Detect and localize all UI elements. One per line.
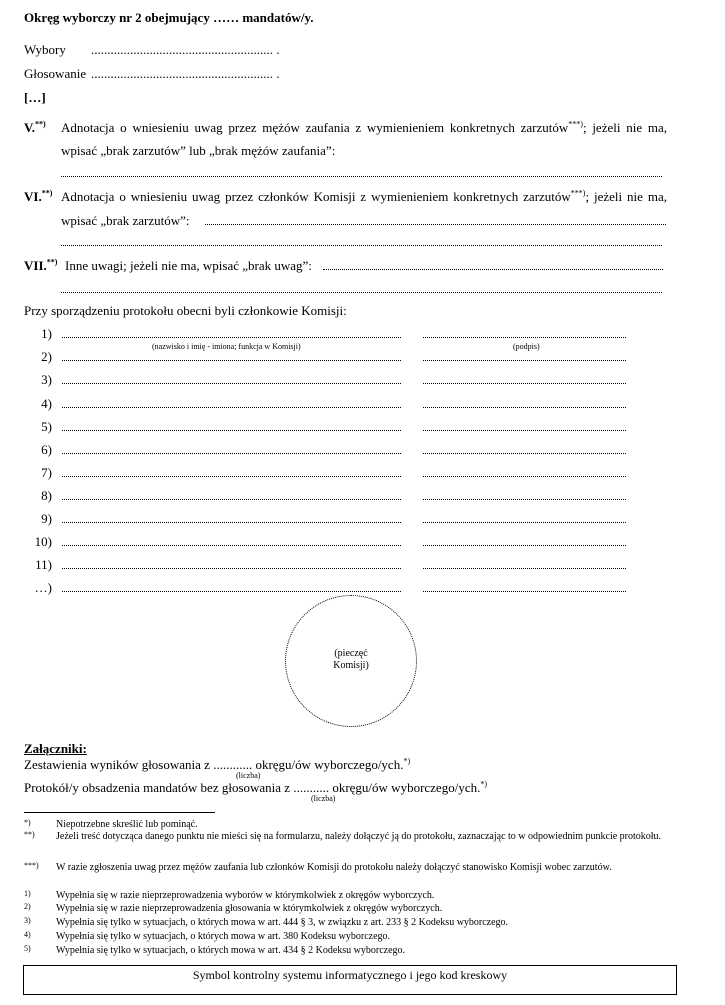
member-name-field[interactable] [62,430,401,431]
footnote-text: Wypełnia się w razie nieprzeprowadzenia wyborów w którymkolwiek z okręgów wyborczych. [56,890,435,901]
stamp-label-line2: Komisji) [333,660,369,671]
member-signature-field[interactable] [423,568,626,569]
attachment-line-1: Zestawienia wyników głosowania z ............ okręgu/ów wyborczego/ych.*) [24,756,411,772]
footnote-marker: 1) [24,889,31,898]
commission-stamp-circle [285,595,417,727]
member-name-field[interactable] [62,522,401,523]
member-signature-field[interactable] [423,476,626,477]
member-signature-field[interactable] [423,522,626,523]
omission-marker: […] [24,90,46,105]
footnote-separator [24,812,215,813]
section-v-entry-line[interactable] [61,176,662,177]
section-v-text-line2: wpisać „brak zarzutów” lub „brak mężów zaufania”: [61,143,336,158]
sign-caption: (podpis) [513,342,540,351]
footnote-text: Niepotrzebne skreślić lub pominąć. [56,819,198,830]
section-vi-entry-line-1[interactable] [205,224,666,225]
glosowanie-field[interactable]: ........................................................ . [91,66,280,81]
member-name-field[interactable] [62,337,401,338]
footnote-marker: 4) [24,930,31,939]
page-title: Okręg wyborczy nr 2 obejmujący …… mandatów/y. [24,10,314,25]
member-name-field[interactable] [62,591,401,592]
section-vi-numeral: VI.**) [24,188,53,204]
member-name-field[interactable] [62,545,401,546]
member-number: 7) [41,465,52,480]
member-name-field[interactable] [62,568,401,569]
footnote-text: Wypełnia się w razie nieprzeprowadzenia głosowania w którymkolwiek z okręgów wyborczych. [56,903,443,914]
member-number: 6) [41,442,52,457]
member-signature-field[interactable] [423,407,626,408]
stamp-label-line1: (pieczęć [334,648,368,659]
attachment-line-2: Protokół/y obsadzenia mandatów bez głosowania z ........... okręgu/ów wyborczego/ych.*) [24,779,488,795]
member-number: 9) [41,511,52,526]
member-name-field[interactable] [62,360,401,361]
footnote-marker: *) [24,818,31,827]
attachments-heading: Załączniki: [24,741,87,756]
member-name-field[interactable] [62,499,401,500]
member-number: 11) [35,557,52,572]
footnote-text: Wypełnia się tylko w sytuacjach, o których mowa w art. 444 § 3, w związku z art. 233 § 2 Kodeksu wyborczego. [56,917,509,928]
member-signature-field[interactable] [423,337,626,338]
footnote-marker: 5) [24,944,31,953]
section-v-text-line1: Adnotacja o wniesieniu uwag przez mężów zaufania z wymienieniem konkretnych zarzutów***); jeżeli nie ma, [61,119,667,135]
wybory-label: Wybory [24,42,66,57]
footnote-marker: ***) [24,861,39,870]
member-signature-field[interactable] [423,499,626,500]
member-name-field[interactable] [62,407,401,408]
member-number: 1) [41,326,52,341]
attachment-line-1-caption: (liczba) [236,771,261,780]
member-signature-field[interactable] [423,360,626,361]
member-signature-field[interactable] [423,545,626,546]
footnote-text: Wypełnia się tylko w sytuacjach, o których mowa w art. 434 § 2 Kodeksu wyborczego. [56,945,406,956]
member-number: 3) [41,372,52,387]
footnote-marker: **) [24,830,35,839]
member-number: 5) [41,419,52,434]
member-number: 10) [34,534,52,549]
footnote-text: Jeżeli treść dotycząca danego punktu nie mieści się na formularzu, należy dołączyć ją do protokołu, zaznaczając to w odpowiednim punkcie protokołu. [56,831,662,842]
section-vii-text: Inne uwagi; jeżeli nie ma, wpisać „brak uwag”: [65,258,312,273]
member-number: 8) [41,488,52,503]
footnote-text: W razie zgłoszenia uwag przez mężów zaufania lub członków Komisji do protokołu należy dołączyć stanowisko Komisji wobec zarzutów. [56,862,612,873]
glosowanie-label: Głosowanie [24,66,87,81]
member-signature-field[interactable] [423,453,626,454]
members-intro: Przy sporządzeniu protokołu obecni byli członkowie Komisji: [24,303,347,318]
footnote-marker: 3) [24,916,31,925]
member-name-field[interactable] [62,476,401,477]
member-signature-field[interactable] [423,591,626,592]
footnote-text: Wypełnia się tylko w sytuacjach, o których mowa w art. 380 Kodeksu wyborczego. [56,931,391,942]
section-v-numeral: V.**) [24,119,46,135]
member-number: 2) [41,349,52,364]
section-vii-numeral: VII.**) [24,257,58,273]
section-vi-text-line2: wpisać „brak zarzutów”: [61,213,190,228]
name-caption: (nazwisko i imię - imiona; funkcja w Komisji) [152,342,301,351]
member-number: …) [34,580,52,595]
section-vii-entry-line-2[interactable] [61,292,662,293]
member-name-field[interactable] [62,383,401,384]
member-signature-field[interactable] [423,383,626,384]
section-vi-entry-line-2[interactable] [61,245,662,246]
footnote-marker: 2) [24,902,31,911]
member-name-field[interactable] [62,453,401,454]
member-signature-field[interactable] [423,430,626,431]
member-number: 4) [41,396,52,411]
control-symbol-box: Symbol kontrolny systemu informatycznego i jego kod kreskowy [23,965,677,995]
section-vi-text-line1: Adnotacja o wniesieniu uwag przez członków Komisji z wymienieniem konkretnych zarzutów***); jeżeli nie ma, [61,188,667,204]
section-vii-entry-line-1[interactable] [323,269,663,270]
wybory-field[interactable]: ........................................................ . [91,42,280,57]
attachment-line-2-caption: (liczba) [311,794,336,803]
